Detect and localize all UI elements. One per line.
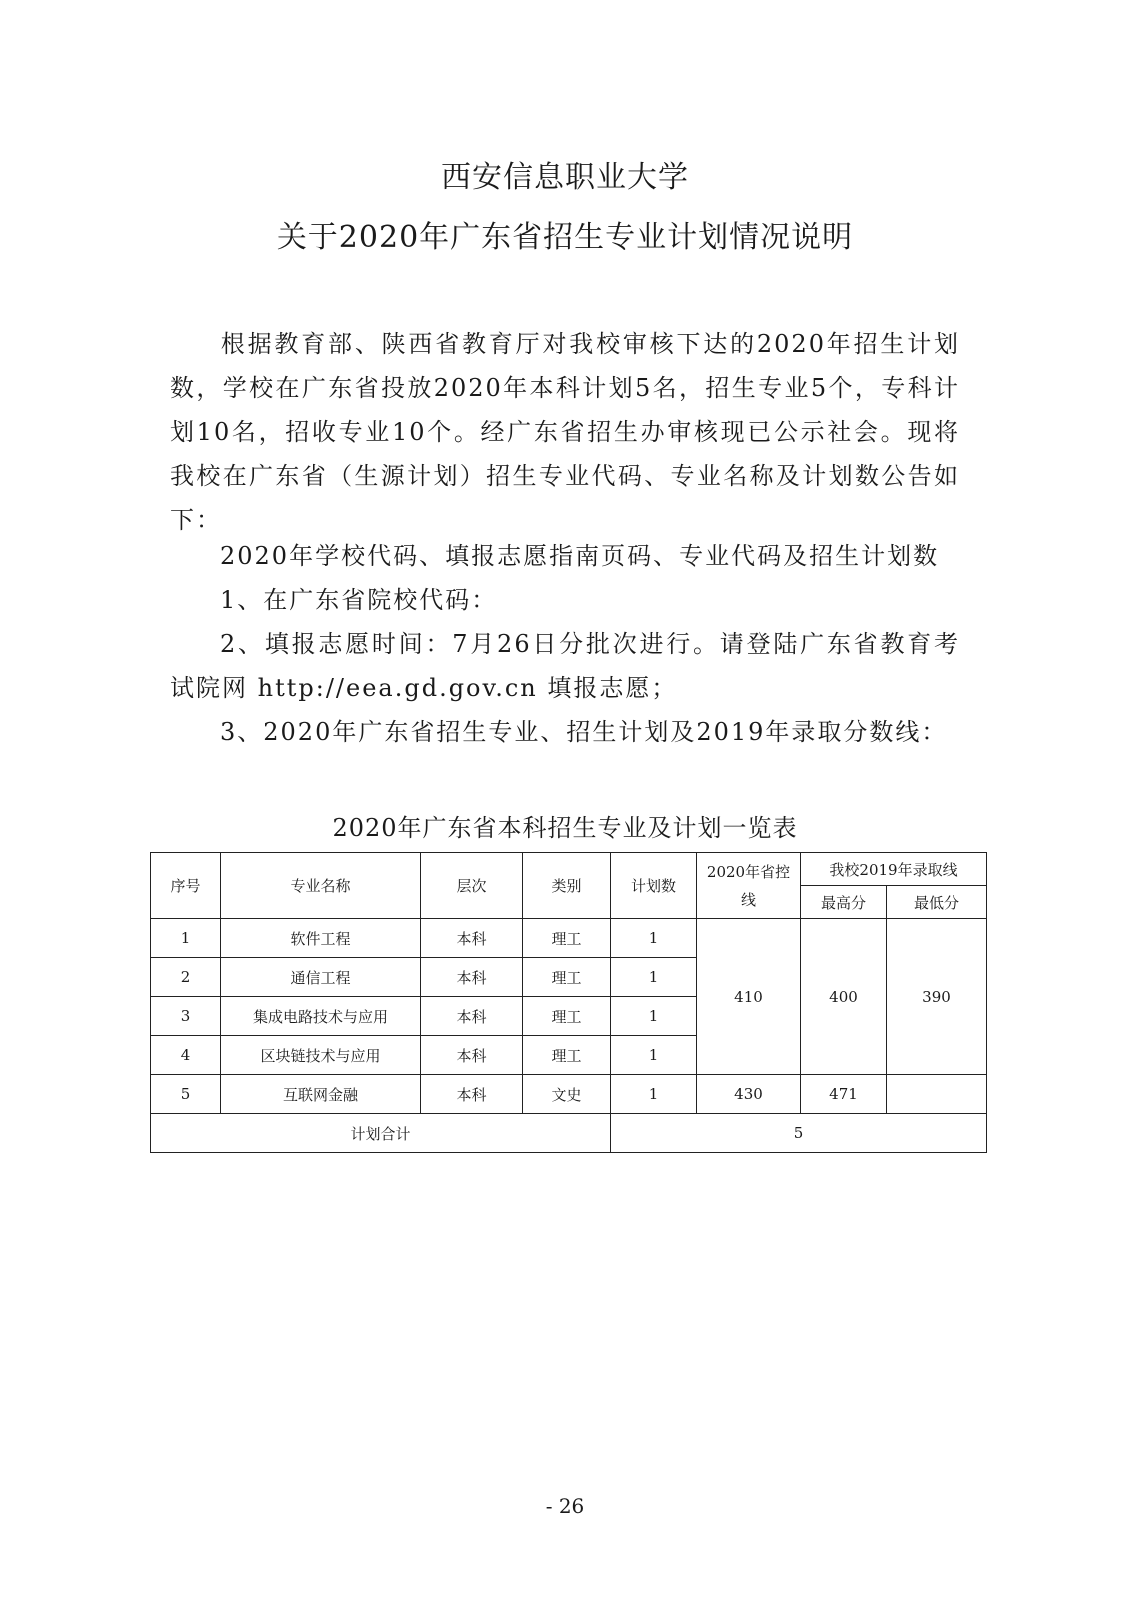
cell-plan: 1 bbox=[611, 1075, 697, 1114]
header-plan: 计划数 bbox=[611, 853, 697, 919]
intro-paragraph bbox=[170, 322, 960, 542]
cell-seq: 2 bbox=[151, 958, 221, 997]
cell-plan: 1 bbox=[611, 919, 697, 958]
cell-science-min: 390 bbox=[887, 919, 987, 1075]
table-header-row bbox=[151, 853, 987, 886]
item-3 bbox=[170, 710, 960, 754]
cell-plan: 1 bbox=[611, 958, 697, 997]
cell-science-max: 400 bbox=[801, 919, 887, 1075]
cell-major: 集成电路技术与应用 bbox=[221, 997, 421, 1036]
header-category: 类别 bbox=[523, 853, 611, 919]
header-max: 最高分 bbox=[801, 886, 887, 919]
cell-seq: 4 bbox=[151, 1036, 221, 1075]
table-total-row bbox=[151, 1114, 987, 1153]
header-seq: 序号 bbox=[151, 853, 221, 919]
enrollment-plan-table bbox=[150, 852, 987, 1153]
cell-seq: 1 bbox=[151, 919, 221, 958]
table-row bbox=[151, 919, 987, 958]
cell-category: 理工 bbox=[523, 919, 611, 958]
cell-category: 理工 bbox=[523, 1036, 611, 1075]
table-caption: 2020年广东省本科招生专业及计划一览表 bbox=[332, 814, 798, 842]
school-code-line bbox=[170, 534, 960, 578]
item-2 bbox=[170, 622, 960, 710]
cell-level: 本科 bbox=[421, 958, 523, 997]
item-3-text: 3、2020年广东省招生专业、招生计划及2019年录取分数线： bbox=[220, 718, 948, 746]
cell-category: 理工 bbox=[523, 958, 611, 997]
cell-major: 软件工程 bbox=[221, 919, 421, 958]
cell-science-control: 410 bbox=[697, 919, 801, 1075]
cell-category: 理工 bbox=[523, 997, 611, 1036]
cell-plan: 1 bbox=[611, 1036, 697, 1075]
cell-major: 区块链技术与应用 bbox=[221, 1036, 421, 1075]
document-title-line1: 西安信息职业大学 bbox=[441, 160, 689, 195]
item-2-text: 2、填报志愿时间：7月26日分批次进行。请登陆广东省教育考试院网 http://eea.gd.gov.cn 填报志愿； bbox=[170, 630, 960, 702]
cell-level: 本科 bbox=[421, 1075, 523, 1114]
cell-major: 通信工程 bbox=[221, 958, 421, 997]
cell-plan: 1 bbox=[611, 997, 697, 1036]
page-number: - 26 bbox=[545, 1494, 585, 1518]
cell-seq: 5 bbox=[151, 1075, 221, 1114]
cell-arts-control: 430 bbox=[697, 1075, 801, 1114]
cell-arts-max: 471 bbox=[801, 1075, 887, 1114]
intro-text: 根据教育部、陕西省教育厅对我校审核下达的2020年招生计划数，学校在广东省投放2020年本科计划5名，招生专业5个，专科计划10名，招收专业10个。经广东省招生办审核现已公示社会。现将我校在广东省（生源计划）招生专业代码、专业名称及计划数公告如下： bbox=[170, 330, 960, 534]
cell-total-value: 5 bbox=[611, 1114, 987, 1153]
cell-level: 本科 bbox=[421, 1036, 523, 1075]
cell-arts-min bbox=[887, 1075, 987, 1114]
item-1-text: 1、在广东省院校代码： bbox=[220, 586, 498, 614]
cell-major: 互联网金融 bbox=[221, 1075, 421, 1114]
header-score-group: 我校2019年录取线 bbox=[801, 853, 987, 886]
header-control-line: 2020年省控线 bbox=[697, 853, 801, 919]
item-1 bbox=[170, 578, 960, 622]
cell-level: 本科 bbox=[421, 997, 523, 1036]
table-row bbox=[151, 1075, 987, 1114]
cell-total-label: 计划合计 bbox=[151, 1114, 611, 1153]
cell-level: 本科 bbox=[421, 919, 523, 958]
cell-category: 文史 bbox=[523, 1075, 611, 1114]
school-code-text: 2020年学校代码、填报志愿指南页码、专业代码及招生计划数 bbox=[220, 542, 940, 570]
document-title-line2: 关于2020年广东省招生专业计划情况说明 bbox=[276, 220, 854, 255]
header-level: 层次 bbox=[421, 853, 523, 919]
header-major: 专业名称 bbox=[221, 853, 421, 919]
header-min: 最低分 bbox=[887, 886, 987, 919]
cell-seq: 3 bbox=[151, 997, 221, 1036]
